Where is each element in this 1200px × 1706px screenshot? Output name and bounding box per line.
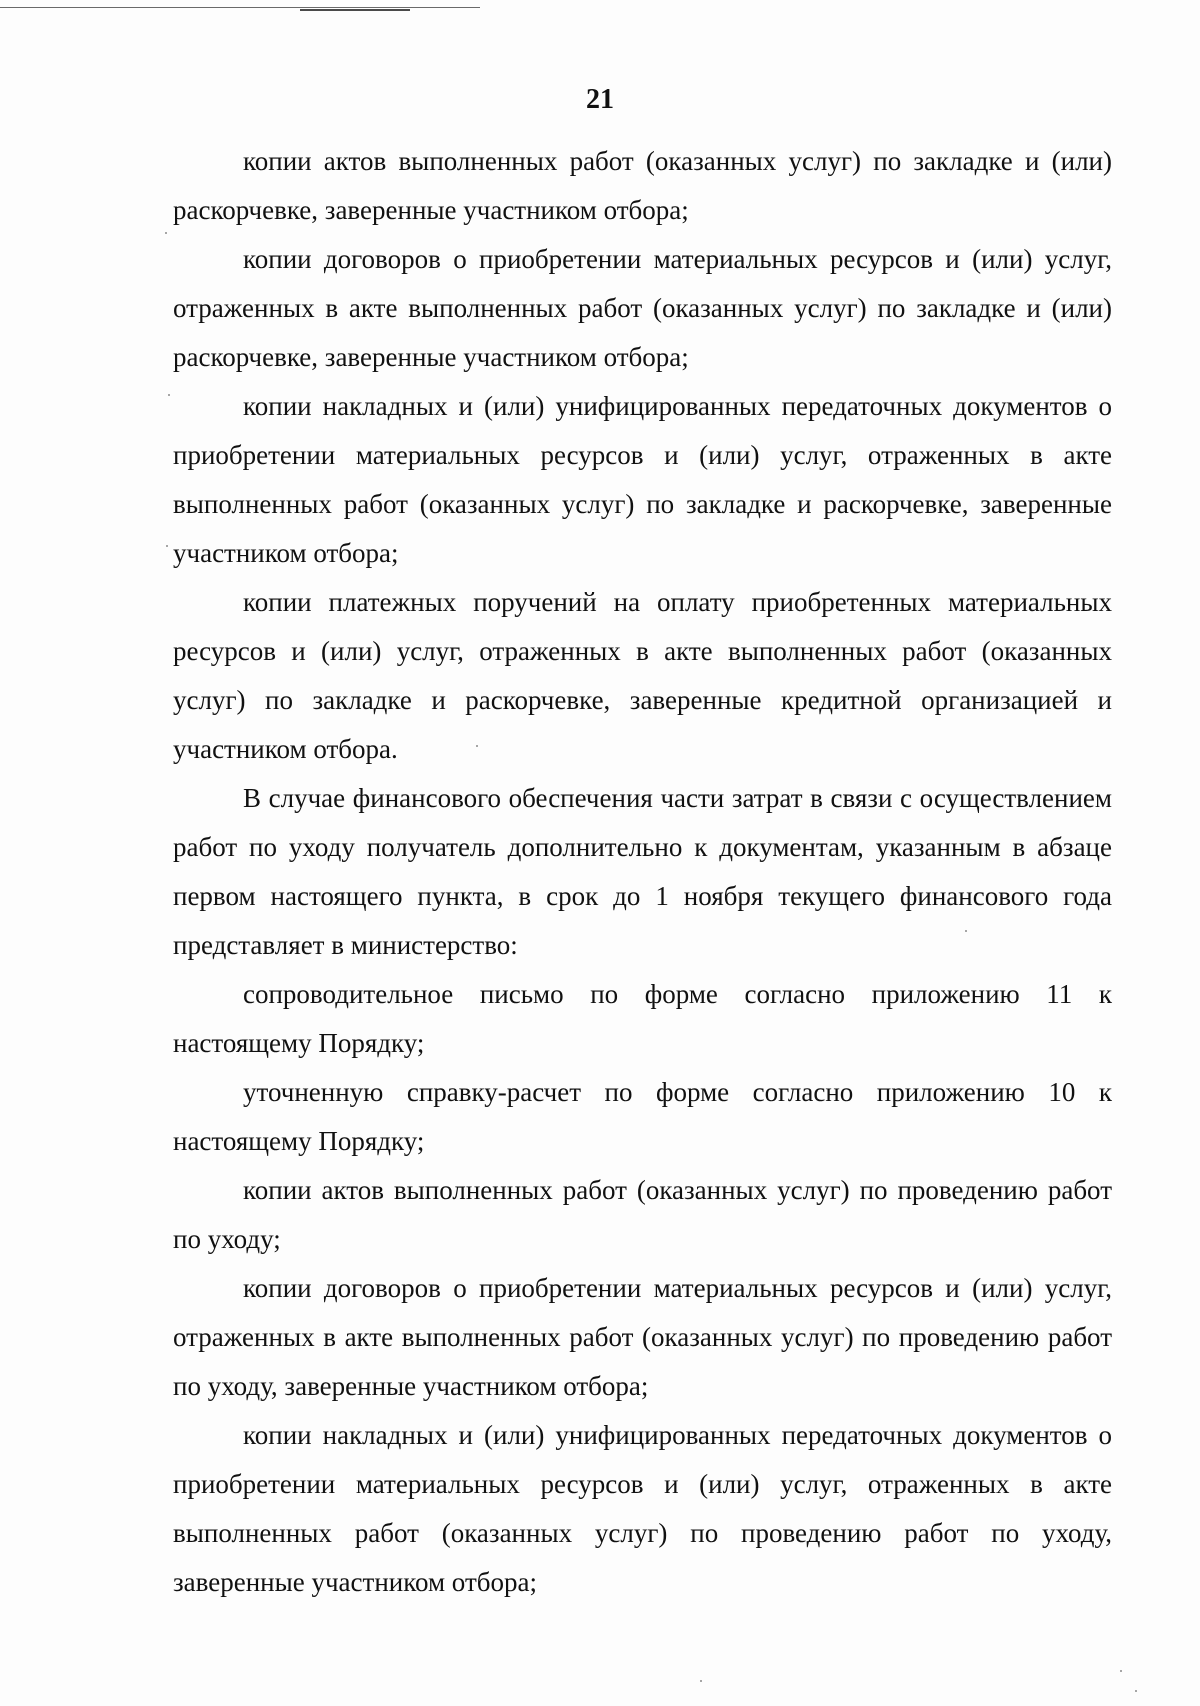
document-body <box>173 137 1112 1607</box>
scan-speck <box>700 1680 702 1682</box>
paragraph: копии договоров о приобретении материальных ресурсов и (или) услуг, отраженных в акте выполненных работ (оказанных услуг) по закладке и (или) раскорчевке, заверенные участником отбора; <box>173 244 1112 372</box>
paragraph: сопроводительное письмо по форме согласно приложению 11 к настоящему Порядку; <box>173 979 1112 1058</box>
paragraph: копии платежных поручений на оплату приобретенных материальных ресурсов и (или) услуг, отраженных в акте выполненных работ (оказанных услуг) по закладке и раскорчевке, заверенные кредитной организацией и участником отбора. <box>173 587 1112 764</box>
paragraph: копии актов выполненных работ (оказанных услуг) по проведению работ по уходу; <box>173 1175 1112 1254</box>
scan-speck <box>166 545 168 547</box>
page-number: 21 <box>586 84 614 115</box>
scan-speck <box>965 930 967 932</box>
paragraph: копии накладных и (или) унифицированных передаточных документов о приобретении материальных ресурсов и (или) услуг, отраженных в акте выполненных работ (оказанных услуг) по проведению работ по уходу, заверенные участником отбора; <box>173 1420 1112 1597</box>
paragraph: В случае финансового обеспечения части затрат в связи с осуществлением работ по уходу получатель дополнительно к документам, указанным в абзаце первом настоящего пункта, в срок до 1 ноября текущего финансового года представляет в министерство: <box>173 783 1112 960</box>
scan-edge-line <box>0 7 480 8</box>
scan-edge-mark <box>300 9 410 11</box>
scan-speck <box>1120 1670 1122 1672</box>
paragraph: копии договоров о приобретении материальных ресурсов и (или) услуг, отраженных в акте выполненных работ (оказанных услуг) по проведению работ по уходу, заверенные участником отбора; <box>173 1273 1112 1401</box>
paragraph: уточненную справку-расчет по форме согласно приложению 10 к настоящему Порядку; <box>173 1077 1112 1156</box>
scan-speck <box>1135 1690 1137 1692</box>
paragraph: копии актов выполненных работ (оказанных услуг) по закладке и (или) раскорчевке, заверенные участником отбора; <box>173 146 1112 225</box>
scan-speck <box>165 232 167 234</box>
paragraph: копии накладных и (или) унифицированных передаточных документов о приобретении материальных ресурсов и (или) услуг, отраженных в акте выполненных работ (оказанных услуг) по закладке и раскорчевке, заверенные участником отбора; <box>173 391 1112 568</box>
scan-speck <box>476 745 478 747</box>
scan-speck <box>168 394 170 396</box>
